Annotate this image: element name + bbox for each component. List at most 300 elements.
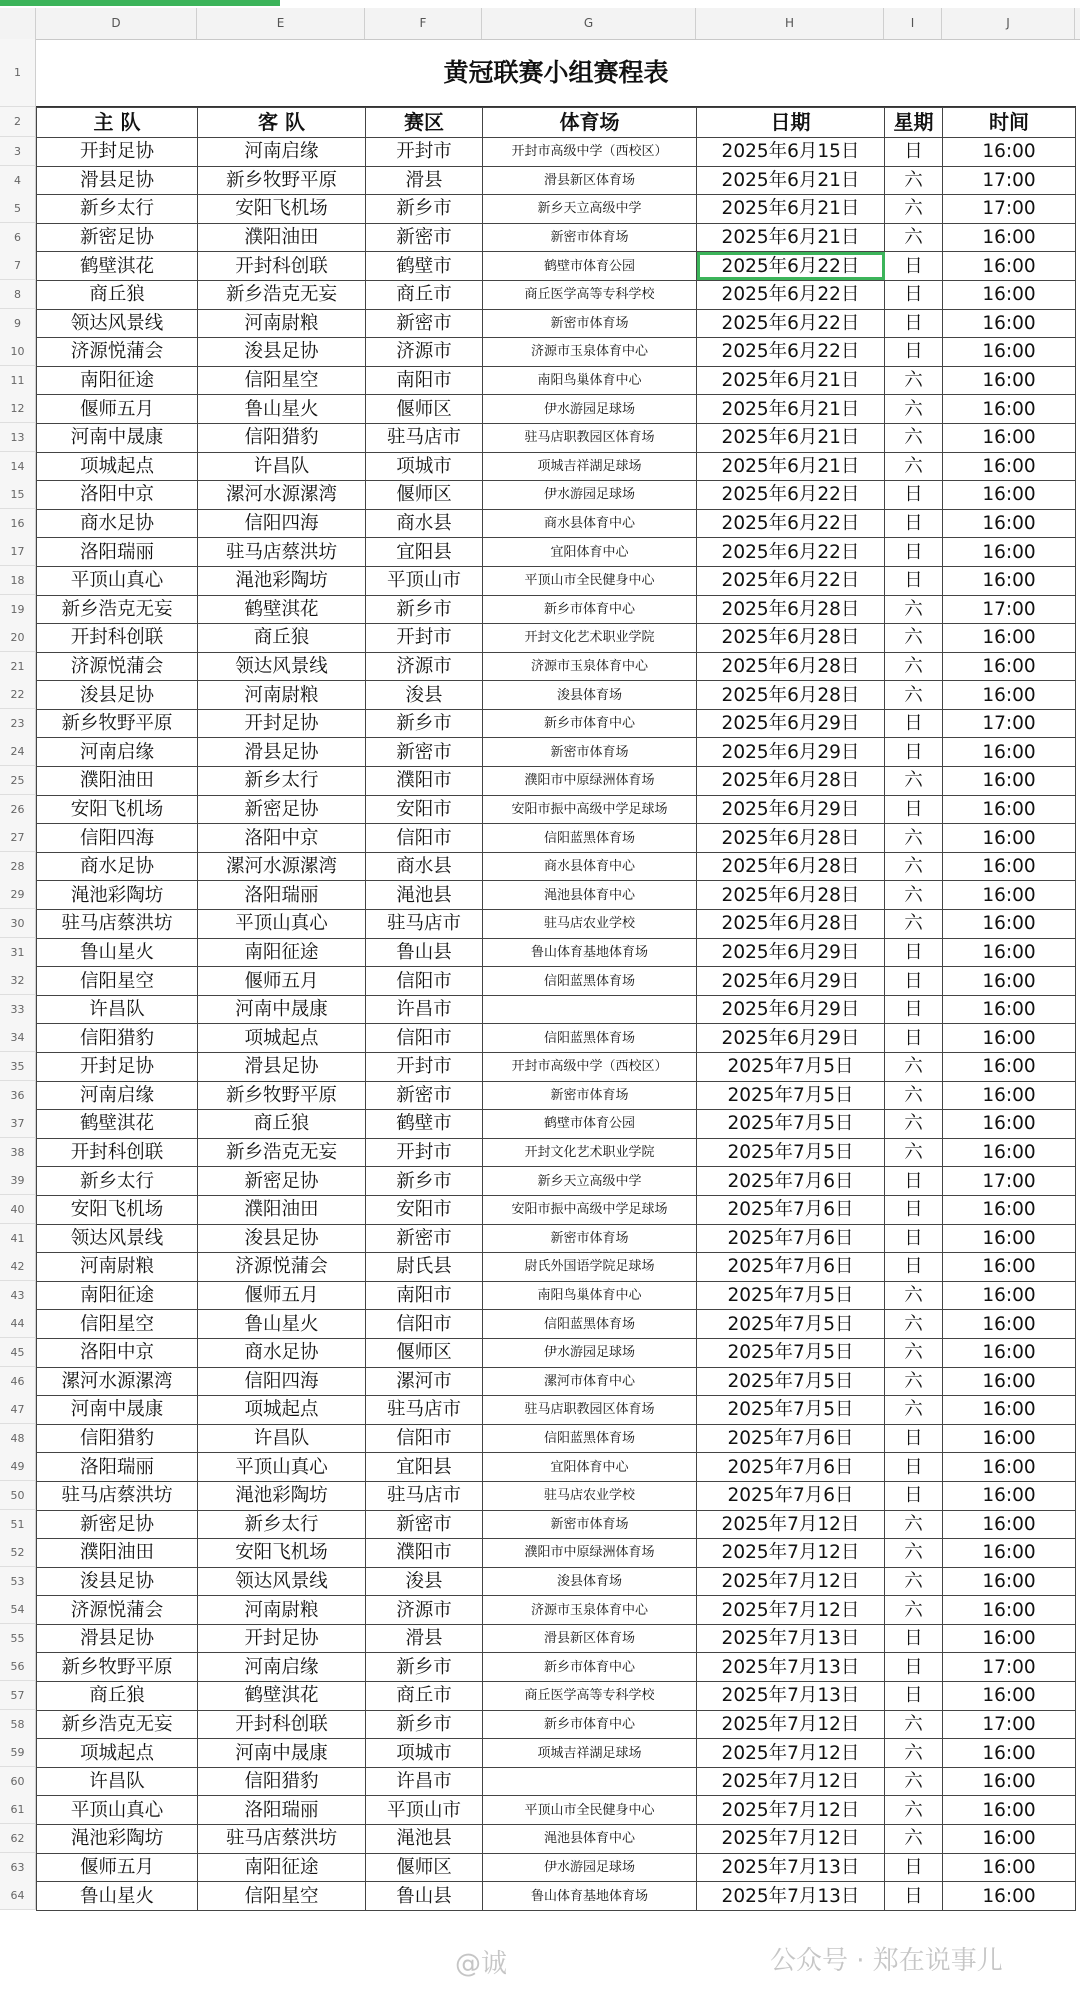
cell-division[interactable]: 开封市 (366, 624, 483, 653)
cell-stadium[interactable]: 新乡天立高级中学 (483, 195, 697, 224)
cell-weekday[interactable]: 日 (885, 1624, 943, 1653)
cell-weekday[interactable]: 日 (885, 509, 943, 538)
cell-stadium[interactable]: 商丘医学高等专科学校 (483, 280, 697, 309)
cell-division[interactable]: 驻马店市 (366, 1396, 483, 1425)
cell-stadium[interactable]: 新密市体育场 (483, 1081, 697, 1110)
cell-date[interactable]: 2025年7月5日 (697, 1081, 885, 1110)
cell-date[interactable]: 2025年7月12日 (697, 1825, 885, 1854)
cell-stadium[interactable]: 宜阳体育中心 (483, 538, 697, 567)
cell-division[interactable]: 浚县 (366, 681, 483, 710)
cell-home-team[interactable]: 新密足协 (37, 1510, 198, 1539)
row-number[interactable]: 34 (0, 1023, 36, 1052)
cell-home-team[interactable]: 商水足协 (37, 509, 198, 538)
row-number[interactable]: 12 (0, 394, 36, 423)
cell-time[interactable]: 16:00 (943, 1367, 1076, 1396)
row-number[interactable]: 32 (0, 966, 36, 995)
header-division[interactable]: 赛区 (366, 108, 483, 138)
cell-time[interactable]: 17:00 (943, 195, 1076, 224)
cell-home-team[interactable]: 新乡浩克无妄 (37, 1710, 198, 1739)
cell-home-team[interactable]: 新乡太行 (37, 195, 198, 224)
cell-home-team[interactable]: 新乡浩克无妄 (37, 595, 198, 624)
cell-home-team[interactable]: 鹤壁淇花 (37, 1110, 198, 1139)
cell-weekday[interactable]: 六 (885, 1767, 943, 1796)
cell-home-team[interactable]: 商丘狼 (37, 1682, 198, 1711)
cell-away-team[interactable]: 鲁山星火 (198, 395, 366, 424)
cell-stadium[interactable]: 开封市高级中学（西校区） (483, 138, 697, 167)
cell-weekday[interactable]: 日 (885, 738, 943, 767)
cell-division[interactable]: 许昌市 (366, 1767, 483, 1796)
row-number[interactable]: 23 (0, 709, 36, 738)
cell-away-team[interactable]: 洛阳中京 (198, 824, 366, 853)
cell-home-team[interactable]: 偃师五月 (37, 395, 198, 424)
cell-away-team[interactable]: 驻马店蔡洪坊 (198, 538, 366, 567)
cell-weekday[interactable]: 六 (885, 1081, 943, 1110)
cell-date[interactable]: 2025年7月6日 (697, 1453, 885, 1482)
cell-time[interactable]: 16:00 (943, 1396, 1076, 1425)
cell-home-team[interactable]: 南阳征途 (37, 366, 198, 395)
cell-away-team[interactable]: 漯河水源漯湾 (198, 481, 366, 510)
cell-time[interactable]: 17:00 (943, 709, 1076, 738)
row-number[interactable]: 45 (0, 1338, 36, 1367)
cell-weekday[interactable]: 六 (885, 1825, 943, 1854)
cell-division[interactable]: 新密市 (366, 738, 483, 767)
row-number[interactable]: 57 (0, 1681, 36, 1710)
cell-stadium[interactable]: 济源市玉泉体育中心 (483, 1596, 697, 1625)
cell-away-team[interactable]: 河南尉粮 (198, 681, 366, 710)
cell-division[interactable]: 濮阳市 (366, 767, 483, 796)
cell-time[interactable]: 16:00 (943, 881, 1076, 910)
cell-stadium[interactable]: 伊水游园足球场 (483, 395, 697, 424)
cell-away-team[interactable]: 渑池彩陶坊 (198, 566, 366, 595)
cell-away-team[interactable]: 新乡牧野平原 (198, 166, 366, 195)
cell-division[interactable]: 开封市 (366, 138, 483, 167)
cell-time[interactable]: 16:00 (943, 681, 1076, 710)
cell-division[interactable]: 渑池县 (366, 1825, 483, 1854)
row-number[interactable]: 46 (0, 1367, 36, 1396)
row-number[interactable]: 13 (0, 423, 36, 452)
row-number[interactable]: 59 (0, 1738, 36, 1767)
cell-weekday[interactable]: 六 (885, 1710, 943, 1739)
row-number[interactable]: 5 (0, 194, 36, 223)
cell-home-team[interactable]: 河南尉粮 (37, 1253, 198, 1282)
cell-division[interactable]: 平顶山市 (366, 566, 483, 595)
cell-weekday[interactable]: 六 (885, 1367, 943, 1396)
cell-date[interactable]: 2025年7月12日 (697, 1510, 885, 1539)
column-header-h[interactable]: H (696, 8, 884, 39)
row-number[interactable]: 49 (0, 1452, 36, 1481)
cell-division[interactable]: 商水县 (366, 509, 483, 538)
cell-division[interactable]: 南阳市 (366, 1281, 483, 1310)
cell-date[interactable]: 2025年7月5日 (697, 1110, 885, 1139)
cell-stadium[interactable]: 驻马店职教园区体育场 (483, 1396, 697, 1425)
cell-time[interactable]: 16:00 (943, 395, 1076, 424)
select-all-corner[interactable] (0, 8, 36, 39)
cell-date[interactable]: 2025年7月5日 (697, 1310, 885, 1339)
cell-home-team[interactable]: 河南中晟康 (37, 1396, 198, 1425)
cell-date[interactable]: 2025年7月12日 (697, 1767, 885, 1796)
cell-weekday[interactable]: 日 (885, 280, 943, 309)
row-number[interactable]: 58 (0, 1710, 36, 1739)
cell-stadium[interactable]: 濮阳市中原绿洲体育场 (483, 767, 697, 796)
cell-division[interactable]: 济源市 (366, 338, 483, 367)
row-number[interactable]: 41 (0, 1224, 36, 1253)
cell-away-team[interactable]: 鲁山星火 (198, 1310, 366, 1339)
cell-date[interactable]: 2025年7月6日 (697, 1253, 885, 1282)
cell-home-team[interactable]: 开封足协 (37, 138, 198, 167)
cell-weekday[interactable]: 六 (885, 1338, 943, 1367)
cell-time[interactable]: 16:00 (943, 624, 1076, 653)
cell-away-team[interactable]: 滑县足协 (198, 738, 366, 767)
cell-date[interactable]: 2025年7月12日 (697, 1796, 885, 1825)
cell-date[interactable]: 2025年7月13日 (697, 1882, 885, 1911)
cell-home-team[interactable]: 安阳飞机场 (37, 1195, 198, 1224)
cell-time[interactable]: 16:00 (943, 1224, 1076, 1253)
cell-division[interactable]: 新密市 (366, 1510, 483, 1539)
cell-division[interactable]: 济源市 (366, 1596, 483, 1625)
cell-date[interactable]: 2025年6月29日 (697, 938, 885, 967)
row-number[interactable]: 8 (0, 280, 36, 309)
cell-division[interactable]: 宜阳县 (366, 1453, 483, 1482)
cell-away-team[interactable]: 滑县足协 (198, 1053, 366, 1082)
cell-stadium[interactable]: 新乡市体育中心 (483, 1710, 697, 1739)
cell-weekday[interactable]: 日 (885, 1682, 943, 1711)
cell-weekday[interactable]: 日 (885, 1167, 943, 1196)
cell-date[interactable]: 2025年6月22日 (697, 538, 885, 567)
cell-date[interactable]: 2025年6月28日 (697, 652, 885, 681)
cell-stadium[interactable]: 鹤壁市体育公园 (483, 252, 697, 281)
cell-stadium[interactable]: 新密市体育场 (483, 309, 697, 338)
cell-weekday[interactable]: 六 (885, 652, 943, 681)
cell-away-team[interactable]: 驻马店蔡洪坊 (198, 1825, 366, 1854)
cell-away-team[interactable]: 领达风景线 (198, 1567, 366, 1596)
cell-stadium[interactable]: 新密市体育场 (483, 1510, 697, 1539)
cell-weekday[interactable]: 日 (885, 566, 943, 595)
cell-time[interactable]: 16:00 (943, 1338, 1076, 1367)
cell-stadium[interactable]: 济源市玉泉体育中心 (483, 338, 697, 367)
cell-division[interactable]: 驻马店市 (366, 1481, 483, 1510)
cell-division[interactable]: 新乡市 (366, 709, 483, 738)
column-header-j[interactable]: J (942, 8, 1075, 39)
cell-stadium[interactable]: 信阳蓝黑体育场 (483, 1024, 697, 1053)
header-time[interactable]: 时间 (943, 108, 1076, 138)
cell-weekday[interactable]: 六 (885, 223, 943, 252)
cell-weekday[interactable]: 日 (885, 938, 943, 967)
cell-home-team[interactable]: 洛阳中京 (37, 1338, 198, 1367)
cell-division[interactable]: 偃师区 (366, 1338, 483, 1367)
cell-weekday[interactable]: 日 (885, 967, 943, 996)
cell-stadium[interactable]: 新乡天立高级中学 (483, 1167, 697, 1196)
cell-division[interactable]: 开封市 (366, 1138, 483, 1167)
cell-weekday[interactable]: 六 (885, 166, 943, 195)
cell-stadium[interactable]: 漯河市体育中心 (483, 1367, 697, 1396)
cell-time[interactable]: 16:00 (943, 509, 1076, 538)
cell-home-team[interactable]: 济源悦蒲会 (37, 338, 198, 367)
cell-home-team[interactable]: 平顶山真心 (37, 566, 198, 595)
cell-division[interactable]: 新密市 (366, 1224, 483, 1253)
cell-weekday[interactable]: 日 (885, 1481, 943, 1510)
cell-stadium[interactable]: 尉氏外国语学院足球场 (483, 1253, 697, 1282)
cell-date[interactable]: 2025年6月29日 (697, 795, 885, 824)
cell-date[interactable]: 2025年6月28日 (697, 595, 885, 624)
cell-division[interactable]: 驻马店市 (366, 423, 483, 452)
cell-weekday[interactable]: 六 (885, 767, 943, 796)
cell-date[interactable]: 2025年6月29日 (697, 995, 885, 1024)
row-number[interactable]: 3 (0, 137, 36, 166)
cell-stadium[interactable]: 新密市体育场 (483, 738, 697, 767)
row-number[interactable]: 37 (0, 1109, 36, 1138)
cell-stadium[interactable]: 商丘医学高等专科学校 (483, 1682, 697, 1711)
cell-home-team[interactable]: 平顶山真心 (37, 1796, 198, 1825)
cell-stadium[interactable]: 南阳鸟巢体育中心 (483, 1281, 697, 1310)
cell-stadium[interactable]: 伊水游园足球场 (483, 1338, 697, 1367)
cell-division[interactable]: 项城市 (366, 1739, 483, 1768)
cell-weekday[interactable]: 六 (885, 1567, 943, 1596)
cell-date[interactable]: 2025年6月22日 (697, 566, 885, 595)
row-number[interactable]: 25 (0, 766, 36, 795)
cell-division[interactable]: 商水县 (366, 852, 483, 881)
cell-stadium[interactable]: 新乡市体育中心 (483, 1653, 697, 1682)
cell-stadium[interactable]: 鲁山体育基地体育场 (483, 938, 697, 967)
cell-away-team[interactable]: 信阳星空 (198, 366, 366, 395)
cell-home-team[interactable]: 濮阳油田 (37, 767, 198, 796)
cell-date[interactable]: 2025年6月29日 (697, 967, 885, 996)
cell-date[interactable]: 2025年7月13日 (697, 1682, 885, 1711)
cell-date[interactable]: 2025年6月22日 (697, 509, 885, 538)
cell-division[interactable]: 滑县 (366, 166, 483, 195)
row-number[interactable]: 16 (0, 509, 36, 538)
cell-division[interactable]: 济源市 (366, 652, 483, 681)
cell-home-team[interactable]: 河南启缘 (37, 738, 198, 767)
cell-weekday[interactable]: 日 (885, 995, 943, 1024)
cell-time[interactable]: 16:00 (943, 338, 1076, 367)
row-number[interactable]: 26 (0, 795, 36, 824)
cell-date[interactable]: 2025年7月5日 (697, 1367, 885, 1396)
cell-division[interactable]: 信阳市 (366, 1424, 483, 1453)
row-number[interactable]: 44 (0, 1309, 36, 1338)
cell-away-team[interactable]: 偃师五月 (198, 967, 366, 996)
row-number[interactable]: 60 (0, 1767, 36, 1796)
row-number[interactable]: 35 (0, 1052, 36, 1081)
cell-date[interactable]: 2025年7月5日 (697, 1138, 885, 1167)
cell-date[interactable]: 2025年6月22日 (697, 252, 885, 281)
cell-away-team[interactable]: 许昌队 (198, 452, 366, 481)
cell-home-team[interactable]: 信阳猎豹 (37, 1024, 198, 1053)
cell-division[interactable]: 新乡市 (366, 195, 483, 224)
cell-date[interactable]: 2025年7月12日 (697, 1567, 885, 1596)
cell-time[interactable]: 16:00 (943, 938, 1076, 967)
cell-home-team[interactable]: 新乡牧野平原 (37, 709, 198, 738)
cell-date[interactable]: 2025年7月5日 (697, 1281, 885, 1310)
row-number[interactable]: 47 (0, 1395, 36, 1424)
cell-time[interactable]: 16:00 (943, 1138, 1076, 1167)
cell-division[interactable]: 安阳市 (366, 1195, 483, 1224)
row-number[interactable]: 52 (0, 1538, 36, 1567)
cell-away-team[interactable]: 洛阳瑞丽 (198, 881, 366, 910)
cell-division[interactable]: 浚县 (366, 1567, 483, 1596)
cell-date[interactable]: 2025年6月21日 (697, 166, 885, 195)
header-date[interactable]: 日期 (697, 108, 885, 138)
cell-division[interactable]: 尉氏县 (366, 1253, 483, 1282)
cell-away-team[interactable]: 新密足协 (198, 795, 366, 824)
cell-away-team[interactable]: 商丘狼 (198, 624, 366, 653)
cell-home-team[interactable]: 浚县足协 (37, 1567, 198, 1596)
cell-time[interactable]: 16:00 (943, 910, 1076, 939)
cell-weekday[interactable]: 六 (885, 1396, 943, 1425)
cell-away-team[interactable]: 洛阳瑞丽 (198, 1796, 366, 1825)
cell-away-team[interactable]: 平顶山真心 (198, 910, 366, 939)
cell-time[interactable]: 16:00 (943, 423, 1076, 452)
cell-division[interactable]: 新密市 (366, 1081, 483, 1110)
cell-date[interactable]: 2025年6月22日 (697, 481, 885, 510)
cell-stadium[interactable]: 开封市高级中学（西校区） (483, 1053, 697, 1082)
cell-weekday[interactable]: 日 (885, 709, 943, 738)
cell-weekday[interactable]: 六 (885, 1310, 943, 1339)
row-number[interactable]: 18 (0, 566, 36, 595)
cell-weekday[interactable]: 日 (885, 138, 943, 167)
cell-time[interactable]: 16:00 (943, 767, 1076, 796)
cell-stadium[interactable]: 南阳鸟巢体育中心 (483, 366, 697, 395)
row-number[interactable]: 28 (0, 852, 36, 881)
cell-date[interactable]: 2025年6月21日 (697, 223, 885, 252)
cell-stadium[interactable]: 新乡市体育中心 (483, 595, 697, 624)
cell-away-team[interactable]: 开封足协 (198, 1624, 366, 1653)
cell-date[interactable]: 2025年6月21日 (697, 423, 885, 452)
cell-date[interactable]: 2025年6月28日 (697, 624, 885, 653)
cell-away-team[interactable]: 新乡浩克无妄 (198, 280, 366, 309)
row-number[interactable]: 53 (0, 1567, 36, 1596)
cell-time[interactable]: 16:00 (943, 1024, 1076, 1053)
row-number[interactable]: 63 (0, 1853, 36, 1882)
cell-away-team[interactable]: 商丘狼 (198, 1110, 366, 1139)
cell-division[interactable]: 新乡市 (366, 1710, 483, 1739)
cell-stadium[interactable]: 开封文化艺术职业学院 (483, 624, 697, 653)
row-number[interactable]: 31 (0, 938, 36, 967)
cell-date[interactable]: 2025年7月6日 (697, 1424, 885, 1453)
cell-home-team[interactable]: 信阳猎豹 (37, 1424, 198, 1453)
row-number[interactable]: 62 (0, 1824, 36, 1853)
cell-date[interactable]: 2025年7月13日 (697, 1624, 885, 1653)
cell-stadium[interactable]: 滑县新区体育场 (483, 1624, 697, 1653)
cell-division[interactable]: 偃师区 (366, 1853, 483, 1882)
cell-stadium[interactable]: 商水县体育中心 (483, 852, 697, 881)
cell-time[interactable]: 16:00 (943, 1424, 1076, 1453)
cell-weekday[interactable]: 六 (885, 1596, 943, 1625)
cell-home-team[interactable]: 开封足协 (37, 1053, 198, 1082)
row-number[interactable]: 9 (0, 309, 36, 338)
cell-time[interactable]: 16:00 (943, 452, 1076, 481)
cell-date[interactable]: 2025年7月6日 (697, 1224, 885, 1253)
cell-weekday[interactable]: 日 (885, 252, 943, 281)
cell-division[interactable]: 漯河市 (366, 1367, 483, 1396)
cell-division[interactable]: 鲁山县 (366, 938, 483, 967)
cell-stadium[interactable]: 新密市体育场 (483, 1224, 697, 1253)
header-weekday[interactable]: 星期 (885, 108, 943, 138)
cell-weekday[interactable]: 六 (885, 1138, 943, 1167)
cell-weekday[interactable]: 日 (885, 1024, 943, 1053)
cell-away-team[interactable]: 新乡太行 (198, 1510, 366, 1539)
row-number[interactable]: 51 (0, 1510, 36, 1539)
cell-stadium[interactable]: 浚县体育场 (483, 681, 697, 710)
cell-home-team[interactable]: 河南启缘 (37, 1081, 198, 1110)
cell-time[interactable]: 16:00 (943, 566, 1076, 595)
cell-division[interactable]: 驻马店市 (366, 910, 483, 939)
cell-time[interactable]: 16:00 (943, 1739, 1076, 1768)
cell-home-team[interactable]: 河南中晟康 (37, 423, 198, 452)
cell-date[interactable]: 2025年6月21日 (697, 452, 885, 481)
cell-time[interactable]: 16:00 (943, 1110, 1076, 1139)
cell-weekday[interactable]: 六 (885, 1281, 943, 1310)
cell-time[interactable]: 16:00 (943, 1510, 1076, 1539)
cell-stadium[interactable]: 济源市玉泉体育中心 (483, 652, 697, 681)
cell-stadium[interactable]: 滑县新区体育场 (483, 166, 697, 195)
cell-division[interactable]: 商丘市 (366, 280, 483, 309)
cell-division[interactable]: 宜阳县 (366, 538, 483, 567)
cell-time[interactable]: 16:00 (943, 1253, 1076, 1282)
cell-home-team[interactable]: 鹤壁淇花 (37, 252, 198, 281)
cell-division[interactable]: 渑池县 (366, 881, 483, 910)
cell-away-team[interactable]: 安阳飞机场 (198, 1539, 366, 1568)
cell-home-team[interactable]: 濮阳油田 (37, 1539, 198, 1568)
cell-division[interactable]: 安阳市 (366, 795, 483, 824)
cell-date[interactable]: 2025年7月13日 (697, 1853, 885, 1882)
cell-division[interactable]: 新乡市 (366, 1167, 483, 1196)
cell-weekday[interactable]: 日 (885, 338, 943, 367)
cell-home-team[interactable]: 南阳征途 (37, 1281, 198, 1310)
cell-stadium[interactable]: 浚县体育场 (483, 1567, 697, 1596)
cell-division[interactable]: 偃师区 (366, 481, 483, 510)
cell-date[interactable]: 2025年6月28日 (697, 767, 885, 796)
cell-date[interactable]: 2025年7月5日 (697, 1053, 885, 1082)
cell-home-team[interactable]: 信阳星空 (37, 967, 198, 996)
cell-time[interactable]: 16:00 (943, 738, 1076, 767)
row-number[interactable]: 56 (0, 1652, 36, 1681)
cell-home-team[interactable]: 新乡太行 (37, 1167, 198, 1196)
cell-weekday[interactable]: 六 (885, 881, 943, 910)
cell-stadium[interactable] (483, 995, 697, 1024)
cell-weekday[interactable]: 六 (885, 910, 943, 939)
row-number[interactable]: 19 (0, 595, 36, 624)
cell-home-team[interactable]: 济源悦蒲会 (37, 1596, 198, 1625)
row-number[interactable]: 20 (0, 623, 36, 652)
row-number[interactable]: 17 (0, 537, 36, 566)
cell-time[interactable]: 16:00 (943, 1481, 1076, 1510)
cell-weekday[interactable]: 六 (885, 395, 943, 424)
cell-home-team[interactable]: 洛阳中京 (37, 481, 198, 510)
row-number[interactable]: 48 (0, 1424, 36, 1453)
cell-away-team[interactable]: 浚县足协 (198, 338, 366, 367)
cell-away-team[interactable]: 领达风景线 (198, 652, 366, 681)
row-number[interactable]: 42 (0, 1252, 36, 1281)
cell-away-team[interactable]: 南阳征途 (198, 938, 366, 967)
cell-time[interactable]: 16:00 (943, 1081, 1076, 1110)
cell-away-team[interactable]: 开封科创联 (198, 1710, 366, 1739)
cell-division[interactable]: 偃师区 (366, 395, 483, 424)
cell-stadium[interactable]: 宜阳体育中心 (483, 1453, 697, 1482)
cell-time[interactable]: 16:00 (943, 309, 1076, 338)
cell-home-team[interactable]: 商水足协 (37, 852, 198, 881)
cell-division[interactable]: 许昌市 (366, 995, 483, 1024)
cell-home-team[interactable]: 洛阳瑞丽 (37, 538, 198, 567)
cell-away-team[interactable]: 信阳猎豹 (198, 1767, 366, 1796)
cell-time[interactable]: 16:00 (943, 1453, 1076, 1482)
cell-weekday[interactable]: 日 (885, 309, 943, 338)
row-number[interactable]: 64 (0, 1881, 36, 1910)
row-number[interactable]: 6 (0, 223, 36, 252)
cell-away-team[interactable]: 河南启缘 (198, 138, 366, 167)
cell-date[interactable]: 2025年6月22日 (697, 338, 885, 367)
row-number[interactable]: 61 (0, 1795, 36, 1824)
cell-weekday[interactable]: 日 (885, 1253, 943, 1282)
